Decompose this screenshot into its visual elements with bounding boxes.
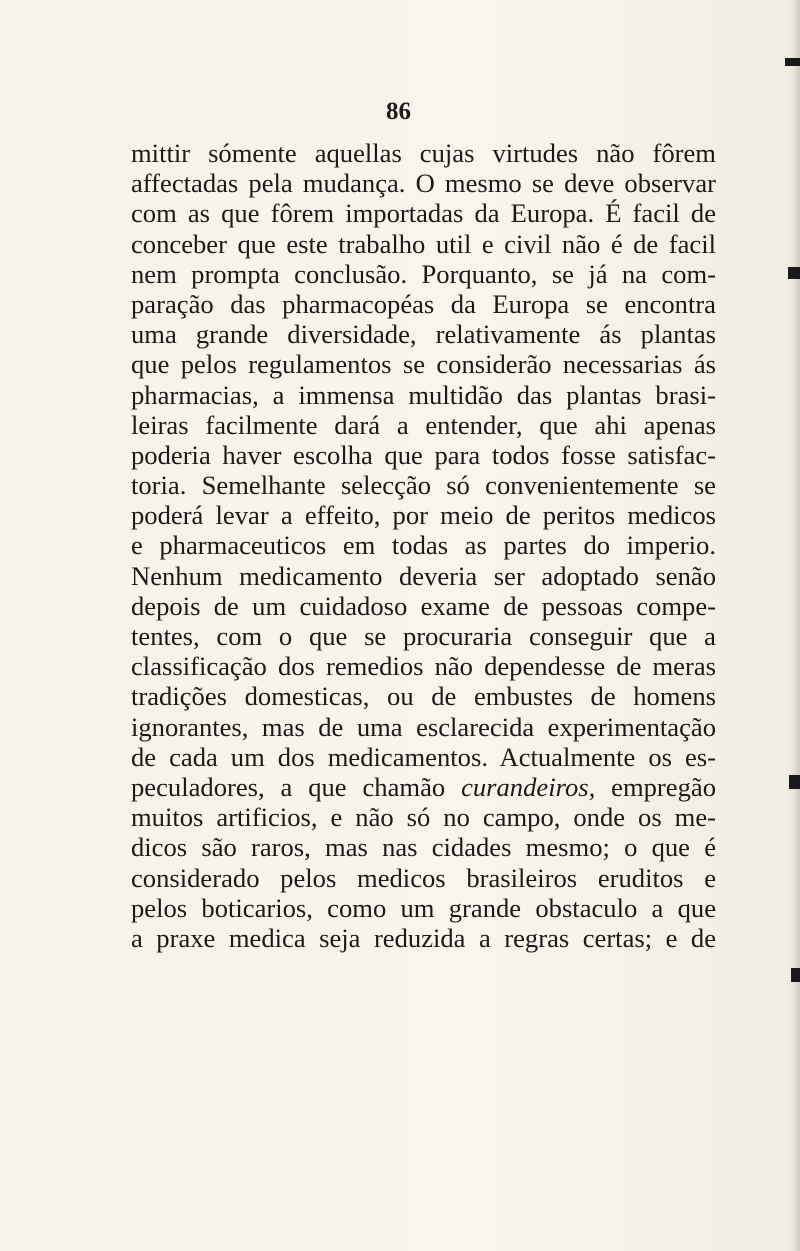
text-line: conceber que este trabalho util e civil não é de facil (131, 228, 716, 259)
text-line: depois de um cuidadoso exame de pessoas compe- (131, 590, 716, 621)
margin-mark (785, 58, 800, 66)
text-line: dicos são raros, mas nas cidades mesmo; o que é (131, 832, 716, 863)
text-segment: peculadores, a que chamão (131, 771, 462, 802)
text-line: uma grande diversidade, relativamente ás plantas (131, 319, 716, 350)
text-line: tradições domesticas, ou de embustes de homens (131, 681, 716, 712)
text-line: e pharmaceuticos em todas as partes do imperio. (131, 530, 716, 561)
italic-term: curandeiros, (461, 771, 596, 802)
text-line: Nenhum medicamento deveria ser adoptado senão (131, 560, 716, 591)
text-line: poderia haver escolha que para todos fosse satisfac- (131, 439, 716, 470)
body-text (131, 138, 716, 953)
text-line: tentes, com o que se procuraria conseguir que a (131, 621, 716, 651)
text-segment: empregão (595, 771, 716, 802)
text-line: poderá levar a effeito, por meio de peritos medicos (131, 500, 716, 531)
text-line: de cada um dos medicamentos. Actualmente os es- (131, 741, 716, 772)
text-line: que pelos regulamentos se considerão necessarias ás (131, 349, 716, 380)
text-line: paração das pharmacopéas da Europa se encontra (131, 288, 716, 319)
margin-mark (788, 267, 800, 279)
text-line: com as que fôrem importadas da Europa. É facil de (131, 198, 716, 229)
text-line: muitos artificios, e não só no campo, onde os me- (131, 802, 716, 833)
text-line: pelos boticarios, como um grande obstaculo a que (131, 892, 716, 923)
text-line: a praxe medica seja reduzida a regras certas; e de (131, 922, 716, 953)
margin-mark (789, 775, 800, 789)
text-line: considerado pelos medicos brasileiros eruditos e (131, 862, 716, 893)
text-line: classificação dos remedios não dependesse de meras (131, 651, 716, 682)
text-line: mittir sómente aquellas cujas virtudes não fôrem (131, 138, 716, 168)
margin-mark (791, 968, 800, 982)
text-line: pharmacias, a immensa multidão das plantas brasi- (131, 379, 716, 410)
page-edge-shadow (790, 0, 800, 1251)
text-line: ignorantes, mas de uma esclarecida experimentação (131, 711, 716, 742)
text-line: leiras facilmente dará a entender, que ahi apenas (131, 409, 716, 440)
text-line: nem prompta conclusão. Porquanto, se já na com- (131, 258, 716, 289)
text-line (131, 772, 716, 802)
text-line: affectadas pela mudança. O mesmo se deve observar (131, 168, 716, 199)
page-number: 86 (386, 98, 411, 125)
text-line: toria. Semelhante selecção só convenientemente se (131, 470, 716, 501)
